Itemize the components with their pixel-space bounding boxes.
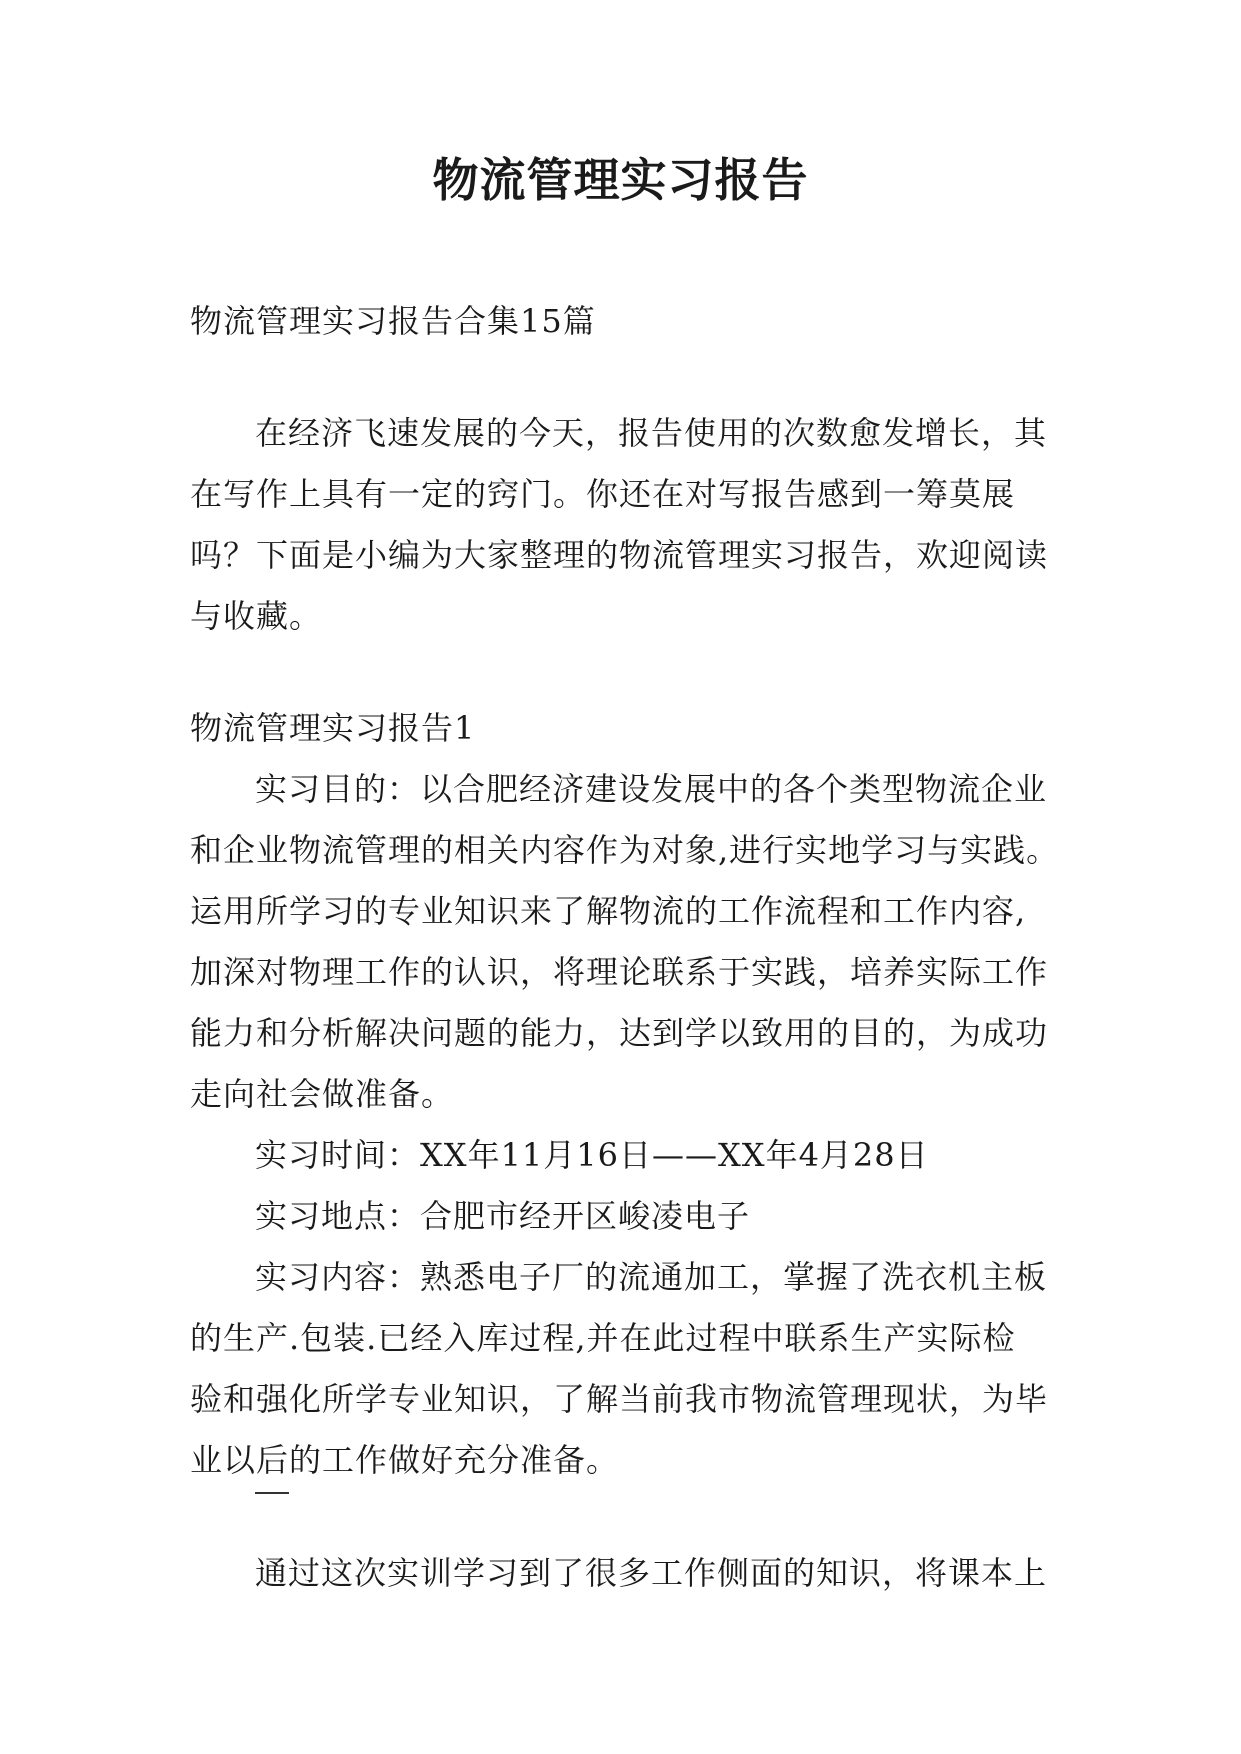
purpose-line: 走向社会做准备。 — [190, 1075, 455, 1113]
intro-line: 与收藏。 — [190, 597, 323, 635]
intro-line: 在写作上具有一定的窍门。你还在对写报告感到一筹莫展 — [190, 475, 1016, 513]
purpose-line: 实习目的：以合肥经济建设发展中的各个类型物流企业 — [255, 770, 1048, 808]
content-line: 实习内容：熟悉电子厂的流通加工，掌握了洗衣机主板 — [255, 1258, 1048, 1296]
content-line: 业以后的工作做好充分准备。 — [190, 1441, 620, 1479]
section-heading: 物流管理实习报告1 — [190, 709, 476, 747]
closing-line: 通过这次实训学习到了很多工作侧面的知识，将课本上 — [255, 1554, 1048, 1592]
document-title: 物流管理实习报告 — [432, 153, 809, 207]
intro-line: 吗？下面是小编为大家整理的物流管理实习报告，欢迎阅读 — [190, 536, 1049, 574]
internship-location: 实习地点：合肥市经开区峻凌电子 — [255, 1197, 751, 1235]
purpose-line: 运用所学习的专业知识来了解物流的工作流程和工作内容, — [190, 892, 1027, 930]
purpose-line: 能力和分析解决问题的能力，达到学以致用的目的，为成功 — [190, 1014, 1049, 1052]
content-line: 验和强化所学专业知识，了解当前我市物流管理现状，为毕 — [190, 1380, 1049, 1418]
purpose-line: 和企业物流管理的相关内容作为对象,进行实地学习与实践。 — [190, 831, 1060, 869]
content-line: 的生产.包装.已经入库过程,并在此过程中联系生产实际检 — [190, 1319, 1016, 1357]
purpose-line: 加深对物理工作的认识，将理论联系于实践，培养实际工作 — [190, 953, 1049, 991]
separator-dash — [255, 1492, 289, 1494]
document-subtitle: 物流管理实习报告合集15篇 — [190, 302, 596, 340]
internship-time: 实习时间：XX年11月16日——XX年4月28日 — [255, 1136, 929, 1174]
intro-line: 在经济飞速发展的今天，报告使用的次数愈发增长，其 — [255, 414, 1048, 452]
